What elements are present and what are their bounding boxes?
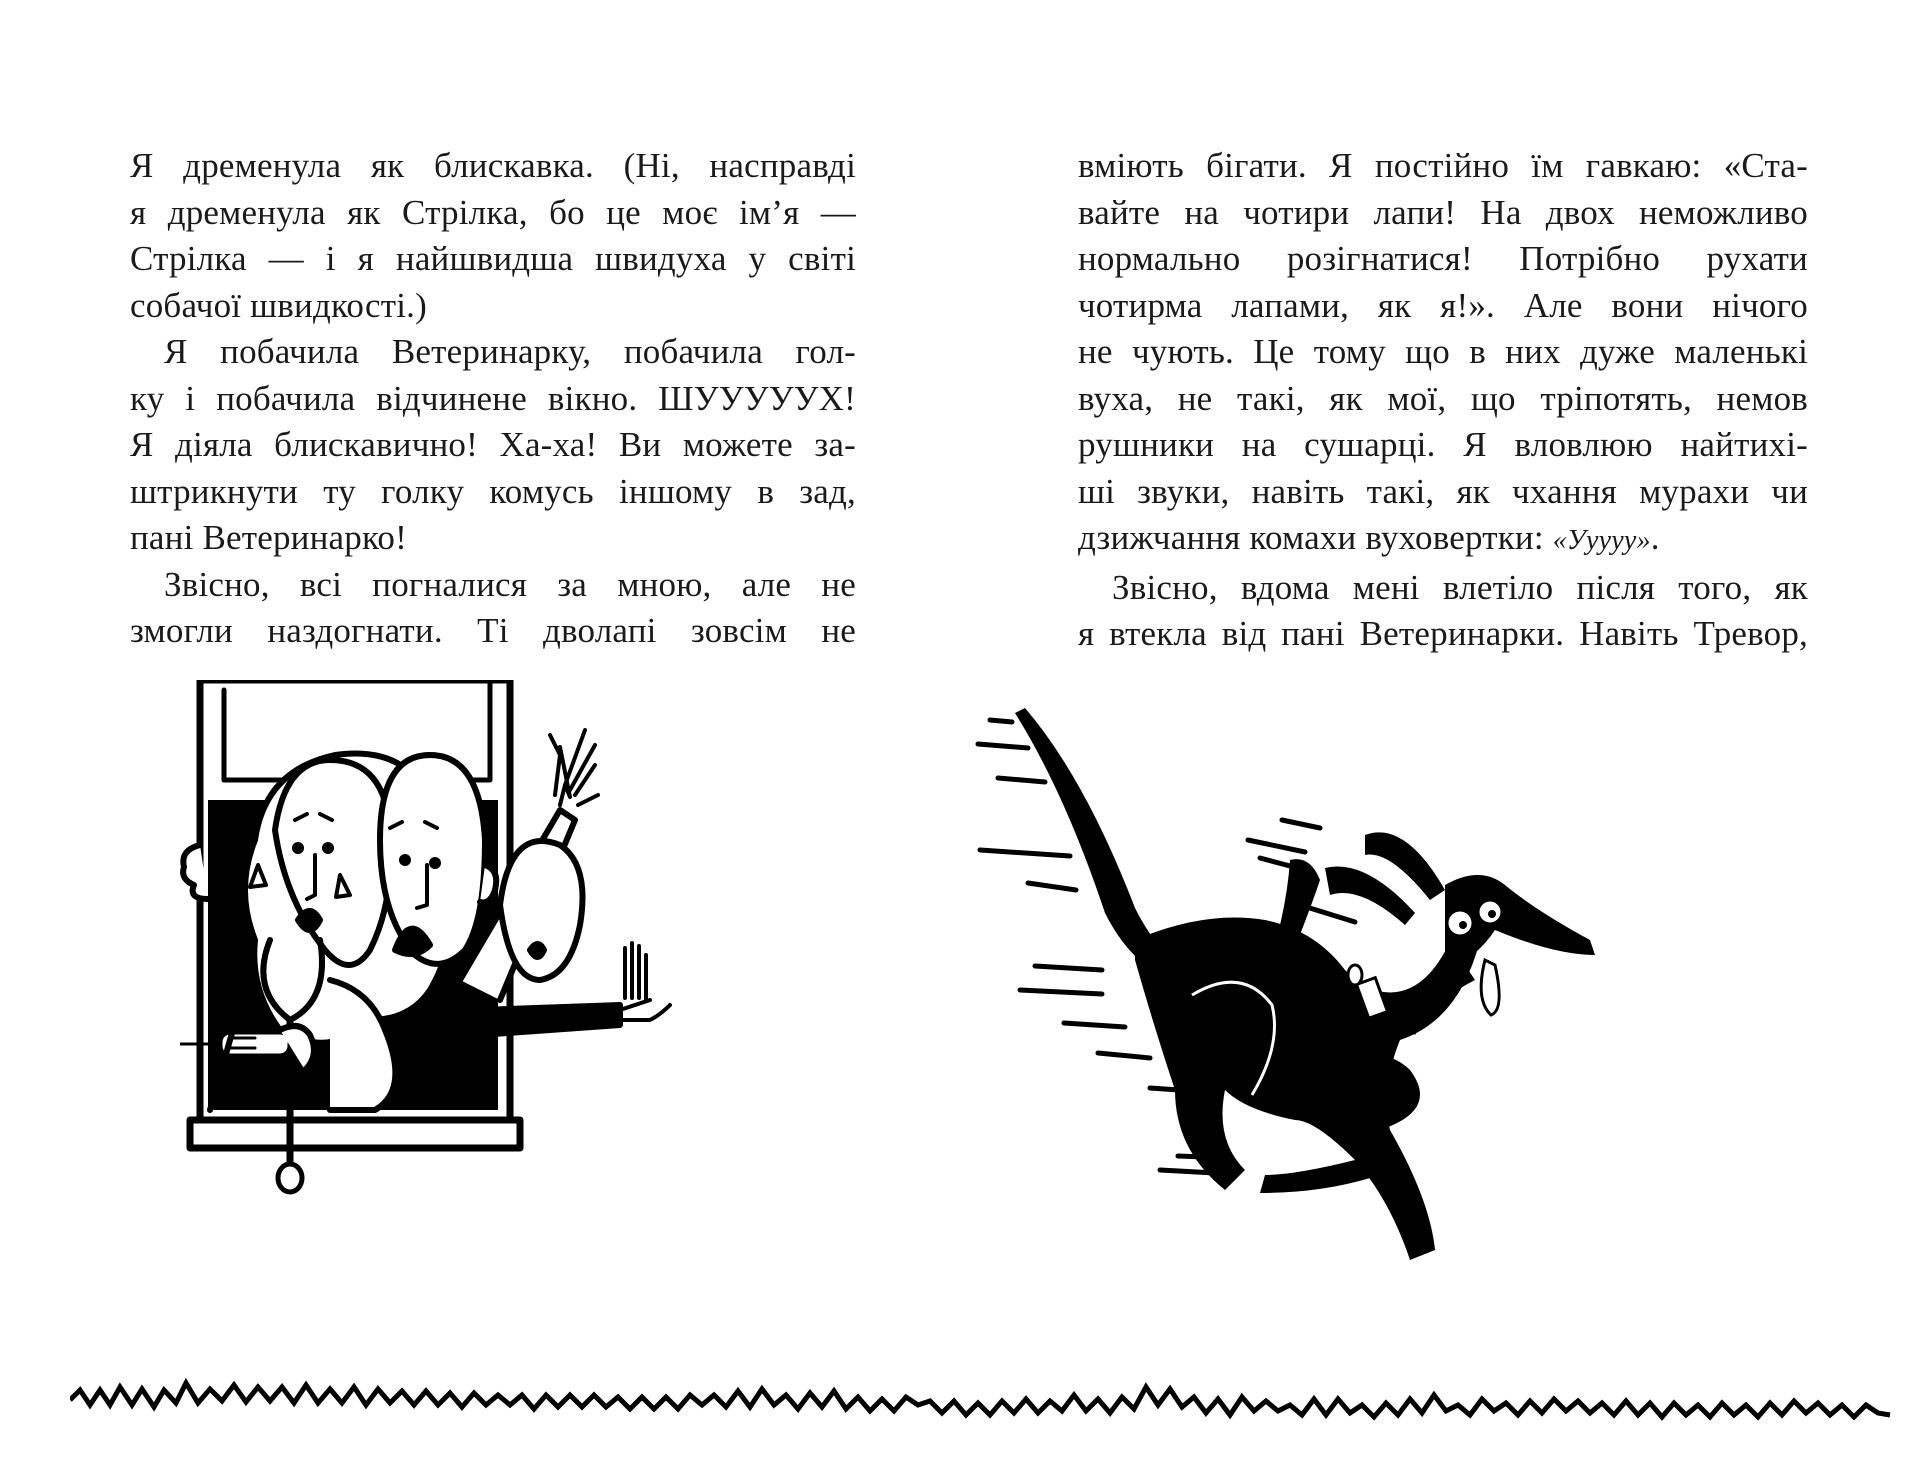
text-line: Стрілка — і я найшвидша швидуха у світі [130, 239, 856, 278]
text-line: ку і побачила відчинене вікно. ШУУУУУХ! [130, 378, 856, 418]
text-line: чотирма лапами, як я!». Але вони нічого [1078, 285, 1808, 325]
text-line: не чують. Це тому що в них дуже маленькі [1078, 332, 1808, 371]
text-line: Звісно, всі погналися за мною, але не [164, 564, 856, 604]
right-page-text [1078, 143, 1808, 658]
text-line: вуха, не такі, як мої, що тріпотять, немов [1078, 378, 1808, 418]
text-line: я втекла від пані Ветеринарки. Навіть Тревор, [1078, 614, 1808, 653]
text-line: штрикнути ту голку комусь іншому в зад, [130, 471, 856, 511]
text-line-main: дзижчання комахи вуховертки: [1078, 518, 1553, 557]
period: . [1650, 518, 1660, 557]
text-line: Я дременула як блискавка. (Ні, насправді [130, 146, 856, 185]
text-line: Звісно, вдома мені влетіло після того, як [1112, 567, 1808, 607]
text-line: нормально розігнатися! Потрібно рухати [1078, 239, 1808, 278]
text-line: вміють бігати. Я постійно їм гавкаю: «Ста- [1078, 146, 1808, 185]
text-line: собачої швидкості.) [130, 285, 427, 325]
zigzag-divider [70, 1375, 1895, 1435]
text-line: Я діяла блискавично! Ха-ха! Ви можете за- [130, 425, 856, 464]
text-line: я дременула як Стрілка, бо це моє ім’я — [130, 192, 856, 232]
vet-window-illustration [180, 680, 900, 1200]
text-line: змогли наздогнати. Ті дволапі зовсім не [130, 611, 856, 650]
buzz-sound: «Уyyyy» [1552, 525, 1651, 556]
text-line: рушники на сушарці. Я вловлюю найтихі- [1078, 425, 1808, 464]
text-line [1078, 515, 1808, 565]
text-line: вайте на чотири лапи! На двох неможливо [1078, 192, 1808, 232]
text-line: пані Ветеринарко! [130, 518, 407, 557]
running-dog-illustration [970, 690, 1870, 1340]
text-line: ші звуки, навіть такі, як чхання мурахи чи [1078, 471, 1808, 511]
left-page-text [130, 143, 856, 655]
text-line: Я побачила Ветеринарку, побачила гол- [164, 332, 856, 371]
